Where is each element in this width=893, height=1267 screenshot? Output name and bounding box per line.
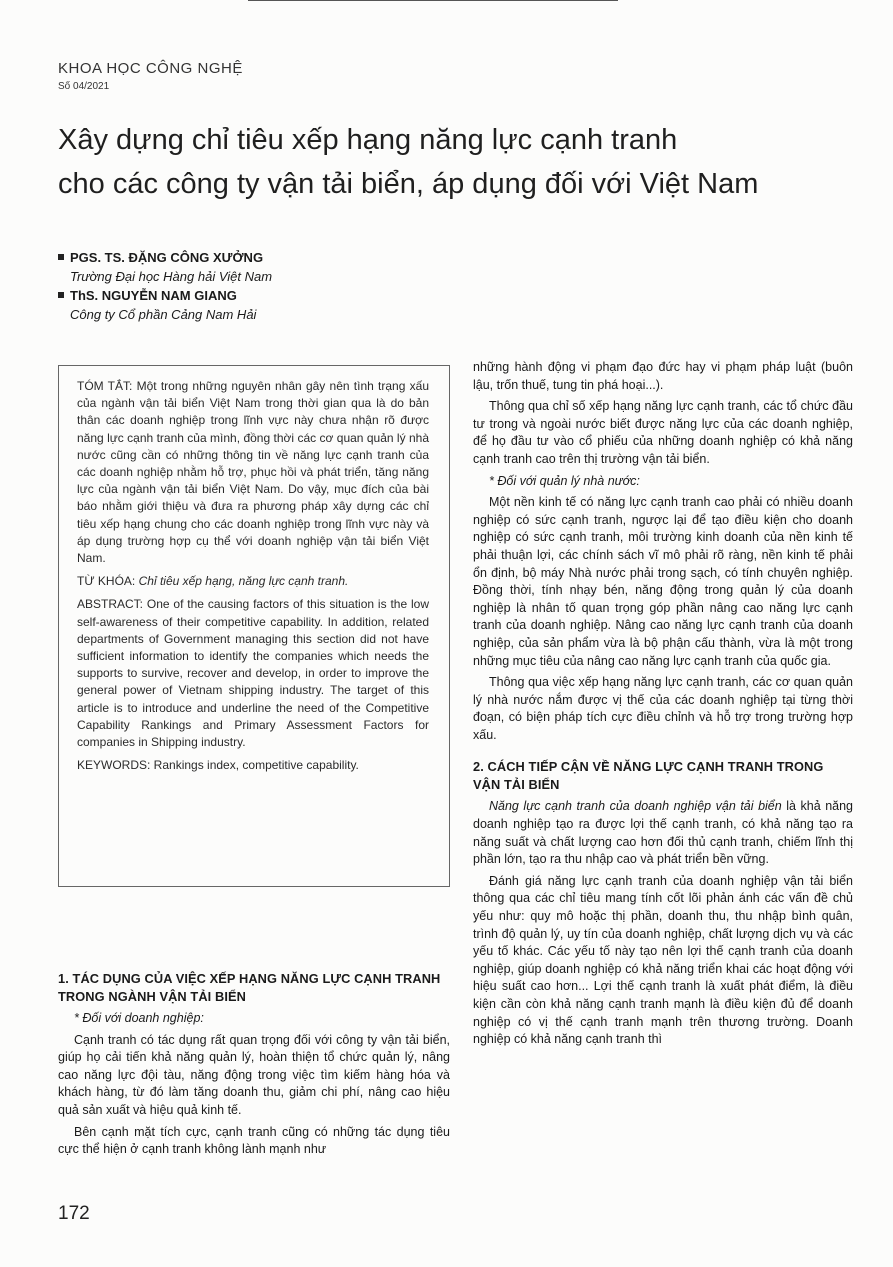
- paragraph: Năng lực cạnh tranh của doanh nghiệp vận tải biển là khả năng doanh nghiệp tạo ra được lợi thế cạnh tranh, có khả năng tạo ra năng suất và chất lượng cao hơn đối thủ cạnh tranh, chiếm lĩnh thị phần lớn, tạo ra thu nhập cao và phát triển bền vững.: [473, 799, 854, 867]
- title-line-1: Xây dựng chỉ tiêu xếp hạng năng lực cạnh tranh: [58, 124, 678, 156]
- summary-vi: TÓM TẮT: Một trong những nguyên nhân gây nên tình trạng xấu của ngành vận tải biển Việt Nam trong thời gian qua là do bản thân các doanh nghiệp trong lĩnh vực này chưa nhận rõ được năng lực cạnh tranh của mình, đồng thời các cơ quan quản lý nhà nước cũng cần có những thông tin về năng lực cạnh tranh của các doanh nghiệp nhằm hỗ trợ, phục hồi và phát triển, tăng năng lực của ngành vận tải biển Việt Nam. Do vậy, mục đích của bài báo nhằm giới thiệu và đưa ra phương pháp xây dựng các chỉ tiêu xếp hạng chung cho các doanh nghiệp trong lĩnh vực này và áp dụng trường hợp cụ thể với doanh nghiệp vận tải biển Việt Nam.: [77, 379, 429, 566]
- section-2-heading: 2. CÁCH TIẾP CẬN VỀ NĂNG LỰC CẠNH TRANH TRONG VẬN TẢI BIỂN: [473, 759, 824, 793]
- author-1-affiliation: Trường Đại học Hàng hải Việt Nam: [70, 269, 273, 284]
- paragraph: Đánh giá năng lực cạnh tranh của doanh nghiệp vận tải biển thông qua các chỉ tiêu mang tính cốt lõi phản ánh các vấn đề chủ yếu như: quy mô hoặc thị phần, doanh thu, thu nhập bình quân, trình độ quản lý, uy tín của doanh nghiệp, chất lượng dịch vụ và các yếu tố khác. Các yếu tố này tạo nên lợi thế cạnh tranh của doanh nghiệp, giúp doanh nghiệp có khả năng triển khai các hoạt động với hiệu suất cao hơn... Lợi thế cạnh tranh là xuất phát điểm, là điều kiện cần còn khả năng cạnh tranh mạnh là điều kiện đủ để doanh nghiệp có vị thế cạnh tranh mạnh trên thương trường. Doanh nghiệp có khả năng cạnh tranh thì: [473, 873, 853, 1047]
- paragraph: Cạnh tranh có tác dụng rất quan trọng đối với công ty vận tải biển, giúp họ cải tiến khả năng quản lý, hoàn thiện tổ chức quản lý, nâng cao năng lực đội tàu, năng động trong việc tìm kiếm hàng hóa và khách hàng, từ đó làm tăng doanh thu, giảm chi phí, nâng cao hiệu quả sản xuất và hiệu quả kinh tế.: [58, 1032, 450, 1117]
- section-label: KHOA HỌC CÔNG NGHỆ: [58, 60, 243, 77]
- keywords-en: KEYWORDS: Rankings index, competitive capability.: [77, 758, 359, 773]
- paragraph: Một nền kinh tế có năng lực cạnh tranh cao phải có nhiều doanh nghiệp có sức cạnh tranh, ngược lại để tạo điều kiện cho doanh nghiệp có sức cạnh tranh, môi trường kinh doanh của nền kinh tế phải thuận lợi, các chính sách vĩ mô phải rõ ràng, nền kinh tế phải ổn định, bộ máy Nhà nước phải trong sạch, có tính chuyên nghiệp. Đồng thời, tính nhạy bén, năng động trong quản lý của doanh nghiệp là nhân tố quan trọng góp phần nâng cao năng lực cạnh tranh của doanh nghiệp. Nâng cao năng lực cạnh tranh của doanh nghiệp, của sản phẩm vừa là bộ phận cấu thành, vừa là một trong những mục tiêu của nâng cao năng lực cạnh tranh của quốc gia.: [473, 495, 853, 668]
- top-rule: [248, 0, 618, 1]
- page-number: 172: [58, 1203, 90, 1224]
- abstract-box: [58, 365, 450, 887]
- author-2-name: ThS. NGUYỄN NAM GIANG: [58, 286, 272, 305]
- paragraph: những hành động vi phạm đạo đức hay vi phạm pháp luật (buôn lậu, trốn thuế, tung tin phá hoại...).: [473, 360, 853, 392]
- article-title: [58, 118, 858, 206]
- author-1-name: PGS. TS. ĐẶNG CÔNG XƯỞNG: [58, 248, 272, 267]
- paragraph: Bên cạnh mặt tích cực, cạnh tranh cũng có những tác dụng tiêu cực thể hiện ở cạnh tranh không lành mạnh như: [58, 1124, 450, 1157]
- author-list: [58, 248, 272, 324]
- section-1-heading: 1. TÁC DỤNG CỦA VIỆC XẾP HẠNG NĂNG LỰC CẠNH TRANH TRONG NGÀNH VẬN TẢI BIỂN: [58, 971, 441, 1004]
- author-2-affiliation: Công ty Cổ phần Cảng Nam Hải: [70, 307, 257, 322]
- issue-number: Số 04/2021: [58, 81, 110, 92]
- paragraph: Thông qua việc xếp hạng năng lực cạnh tranh, các cơ quan quản lý nhà nước nắm được vị thế của các doanh nghiệp tại từng thời đoạn, có biện pháp tích cực điều chỉnh và hỗ trợ trong trường hợp xấu.: [473, 675, 853, 742]
- bullet-square-icon: [58, 254, 64, 260]
- title-line-2: cho các công ty vận tải biển, áp dụng đối với Việt Nam: [58, 168, 759, 200]
- left-column-body: [58, 970, 450, 1163]
- keywords-vi: TỪ KHÓA: Chỉ tiêu xếp hạng, năng lực cạnh tranh.: [77, 574, 349, 589]
- subheading-state-management: * Đối với quản lý nhà nước:: [489, 473, 640, 488]
- paragraph: Thông qua chỉ số xếp hạng năng lực cạnh tranh, các tổ chức đầu tư trong và ngoài nước biết được năng lực của các doanh nghiệp, để họ đầu tư vào cổ phiếu của những doanh nghiệp có khả năng cạnh tranh cao trên thị trường vận tải biển.: [473, 399, 853, 466]
- abstract-en: ABSTRACT: One of the causing factors of this situation is the low self-awareness of their competitive capability. In addition, related departments of Government managing this section did not have sufficient information to identify the companies which needs the supports to survive, recover and develop, in order to improve the general power of Vietnam shipping industry. The target of this article is to introduce and underline the need of the Competitive Capability Rankings and Primary Assessment Factors for companies in Shipping industry.: [77, 597, 429, 750]
- bullet-square-icon: [58, 292, 64, 298]
- subheading-enterprise: * Đối với doanh nghiệp:: [74, 1011, 204, 1025]
- right-column-body: [473, 359, 853, 1053]
